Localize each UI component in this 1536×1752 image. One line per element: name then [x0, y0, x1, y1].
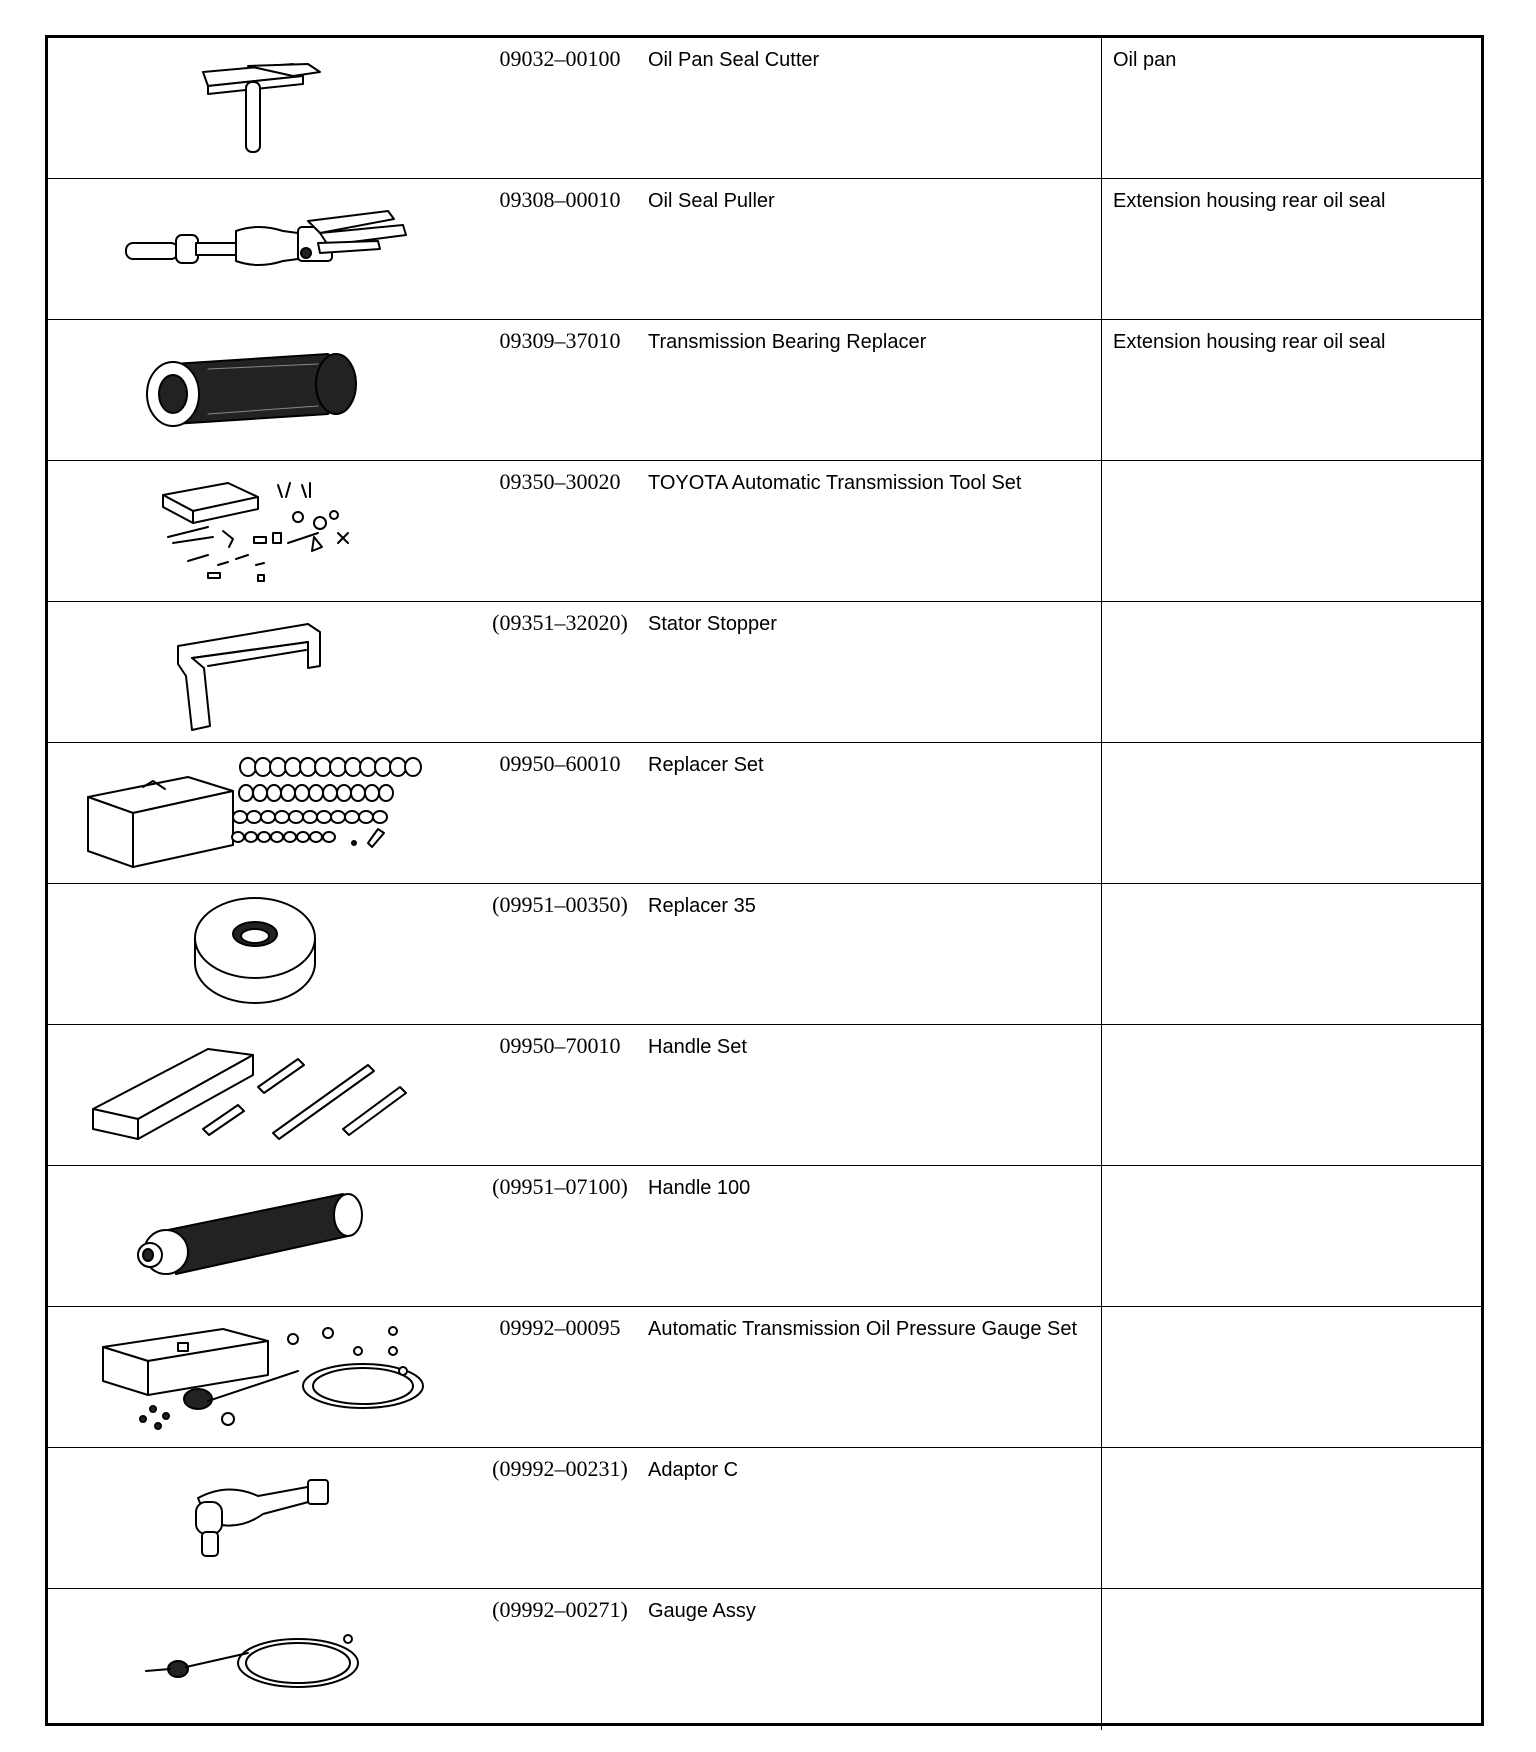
tool-name: Replacer 35 [648, 895, 756, 917]
tool-name: Adaptor C [648, 1459, 739, 1481]
bearing-replacer-icon [58, 324, 458, 456]
table-row [48, 1166, 1481, 1307]
column-divider [1101, 1307, 1102, 1447]
part-number: 09992–00095 [499, 1315, 621, 1340]
handle-set-icon [58, 1029, 458, 1161]
tool-name: Replacer Set [648, 754, 764, 776]
tool-usage: Extension housing rear oil seal [1113, 190, 1386, 212]
table-row [48, 602, 1481, 743]
column-divider [1101, 179, 1102, 319]
tool-name: Automatic Transmission Oil Pressure Gauge Set [648, 1318, 1078, 1340]
part-number: (09951–00350) [492, 892, 628, 917]
part-number: 09350–30020 [499, 469, 621, 494]
tool-name: Stator Stopper [648, 613, 777, 635]
column-divider [1101, 1448, 1102, 1588]
part-number: (09992–00231) [492, 1456, 628, 1481]
column-divider [1101, 1025, 1102, 1165]
table-row [48, 743, 1481, 884]
part-number: 09309–37010 [499, 328, 621, 353]
tool-name: TOYOTA Automatic Transmission Tool Set [648, 472, 1022, 494]
table-row [48, 1307, 1481, 1448]
column-divider [1101, 602, 1102, 742]
tool-name: Transmission Bearing Replacer [648, 331, 927, 353]
part-number: (09951–07100) [492, 1174, 628, 1199]
adaptor-icon [58, 1452, 458, 1584]
tool-name: Oil Pan Seal Cutter [648, 49, 820, 71]
table-row [48, 461, 1481, 602]
table-row [48, 1589, 1481, 1730]
part-number: (09351–32020) [492, 610, 628, 635]
table-row [48, 179, 1481, 320]
handle-icon [58, 1170, 458, 1302]
replacer-set-icon [58, 747, 458, 879]
tool-name: Handle 100 [648, 1177, 751, 1199]
tool-usage: Extension housing rear oil seal [1113, 331, 1386, 353]
part-number: 09950–60010 [499, 751, 621, 776]
seal-cutter-icon [58, 42, 458, 174]
table-row [48, 1448, 1481, 1589]
tool-name: Gauge Assy [648, 1600, 756, 1622]
part-number: (09992–00271) [492, 1597, 628, 1622]
part-number: 09308–00010 [499, 187, 621, 212]
special-service-tools-table [45, 35, 1484, 1726]
column-divider [1101, 743, 1102, 883]
column-divider [1101, 320, 1102, 460]
column-divider [1101, 1589, 1102, 1730]
column-divider [1101, 38, 1102, 178]
table-row [48, 1025, 1481, 1166]
tool-usage: Oil pan [1113, 49, 1177, 71]
seal-puller-icon [58, 183, 458, 315]
gauge-set-icon [58, 1311, 458, 1443]
gauge-assy-icon [58, 1593, 458, 1725]
stator-stopper-icon [58, 606, 458, 738]
part-number: 09032–00100 [499, 46, 621, 71]
replacer-ring-icon [58, 888, 458, 1020]
table-row [48, 38, 1481, 179]
tool-name: Oil Seal Puller [648, 190, 775, 212]
column-divider [1101, 884, 1102, 1024]
tool-name: Handle Set [648, 1036, 747, 1058]
column-divider [1101, 461, 1102, 601]
table-row [48, 884, 1481, 1025]
part-number: 09950–70010 [499, 1033, 621, 1058]
table-row [48, 320, 1481, 461]
column-divider [1101, 1166, 1102, 1306]
tool-set-icon [58, 465, 458, 597]
